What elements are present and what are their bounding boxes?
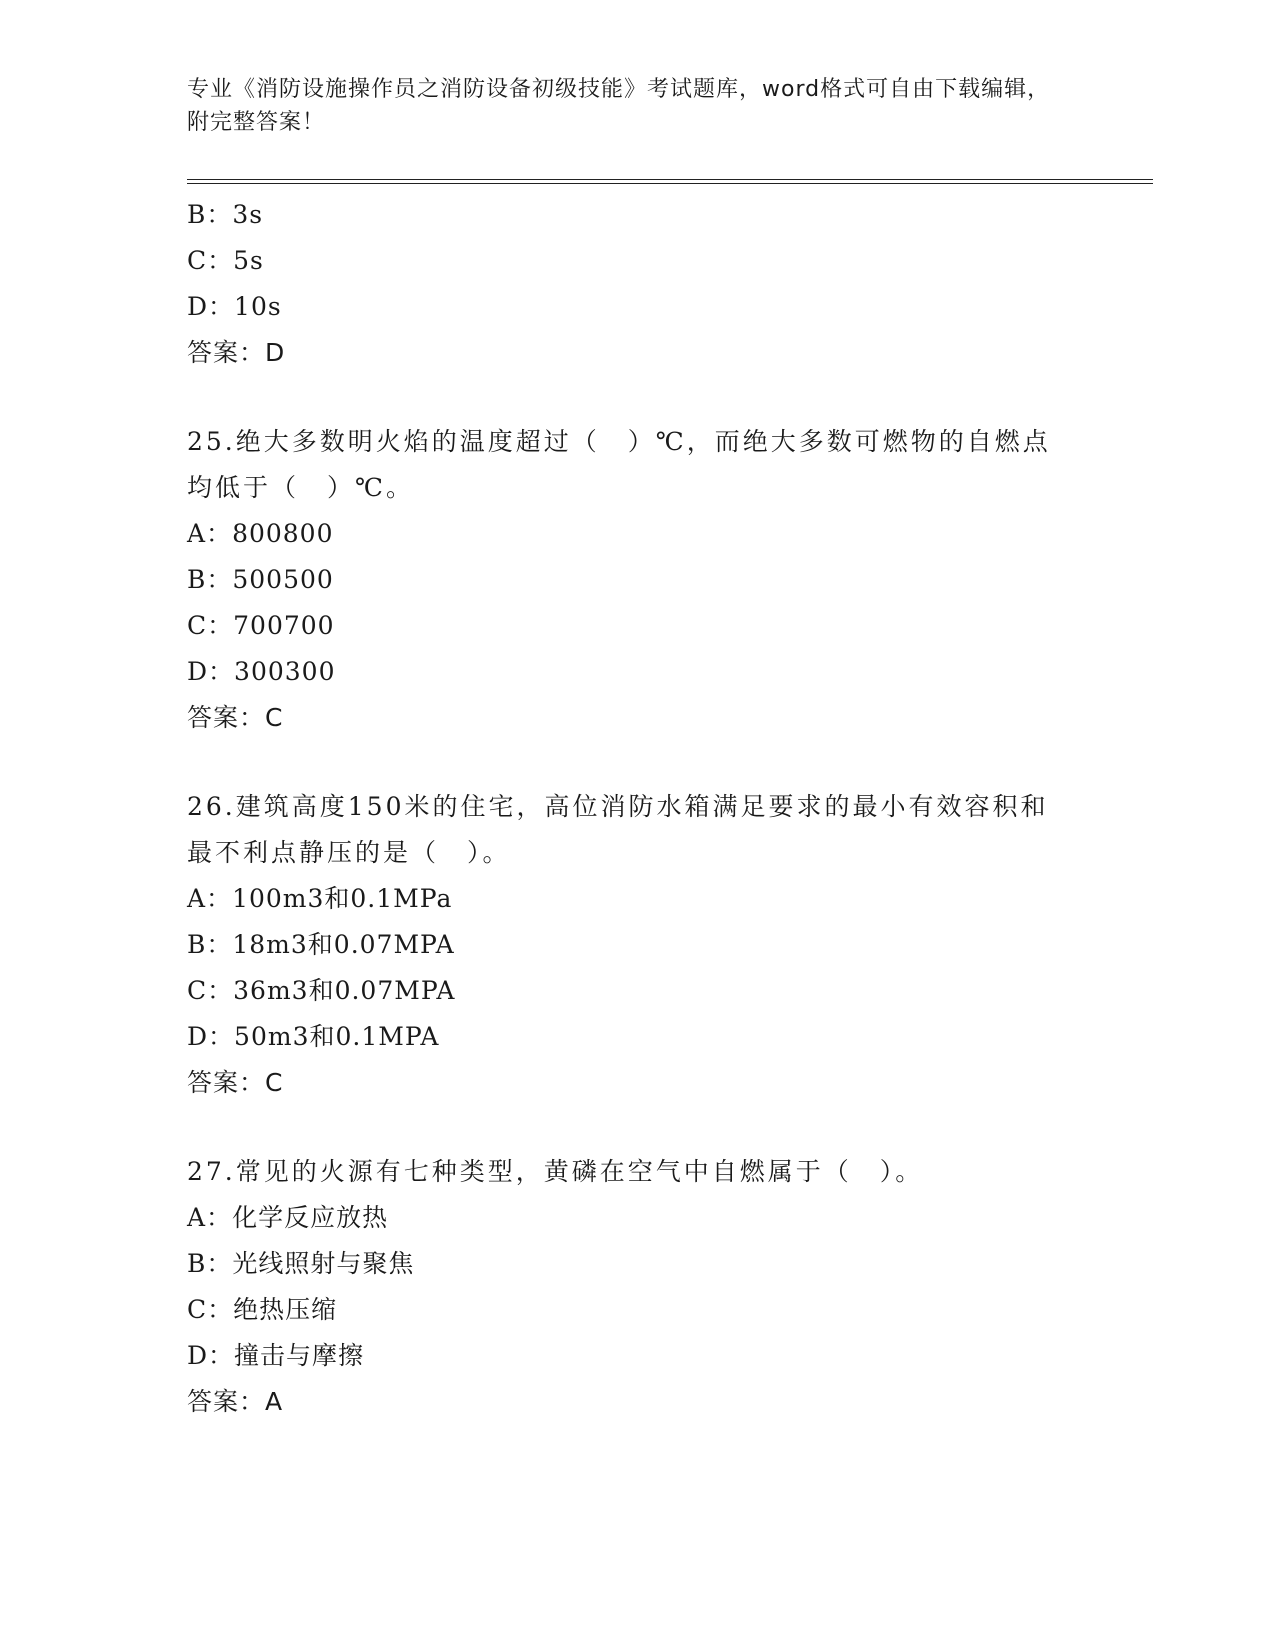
option-d: D：撞击与摩擦: [187, 1341, 365, 1370]
option-b: B：光线照射与聚焦: [187, 1249, 415, 1278]
header-divider-top: [187, 179, 1153, 180]
question-list: [187, 192, 1087, 1425]
document-header: 专业《消防设施操作员之消防设备初级技能》考试题库，word格式可自由下载编辑，附完整答案！: [187, 77, 1051, 135]
option-b: B：18m3和0.07MPA: [187, 930, 455, 959]
option-a: A：800800: [187, 519, 334, 548]
answer: 答案：C: [187, 703, 284, 732]
option-d: D：50m3和0.1MPA: [187, 1022, 440, 1051]
option-a: A：100m3和0.1MPa: [187, 884, 453, 913]
option-c: C：绝热压缩: [187, 1295, 338, 1324]
question-25: [187, 419, 1087, 741]
option-d: D：300300: [187, 657, 336, 686]
question-text: 26.建筑高度150米的住宅，高位消防水箱满足要求的最小有效容积和最不利点静压的是（ ）。: [187, 792, 1049, 867]
question-27: [187, 1149, 1087, 1425]
question-text: 25.绝大多数明火焰的温度超过（ ）℃，而绝大多数可燃物的自燃点均低于（ ）℃。: [187, 427, 1051, 502]
option-a: A：化学反应放热: [187, 1203, 389, 1232]
answer: 答案：A: [187, 1387, 284, 1416]
header-divider-bottom: [187, 183, 1153, 184]
answer: 答案：D: [187, 338, 286, 367]
option-d: D：10s: [187, 292, 282, 321]
option-c: C：5s: [187, 246, 264, 275]
question-26: [187, 784, 1087, 1106]
question-text: 27.常见的火源有七种类型，黄磷在空气中自燃属于（ ）。: [187, 1157, 924, 1186]
option-c: C：700700: [187, 611, 335, 640]
option-c: C：36m3和0.07MPA: [187, 976, 456, 1005]
question-24-partial: [187, 192, 1087, 376]
answer: 答案：C: [187, 1068, 284, 1097]
option-b: B：3s: [187, 200, 264, 229]
option-b: B：500500: [187, 565, 334, 594]
